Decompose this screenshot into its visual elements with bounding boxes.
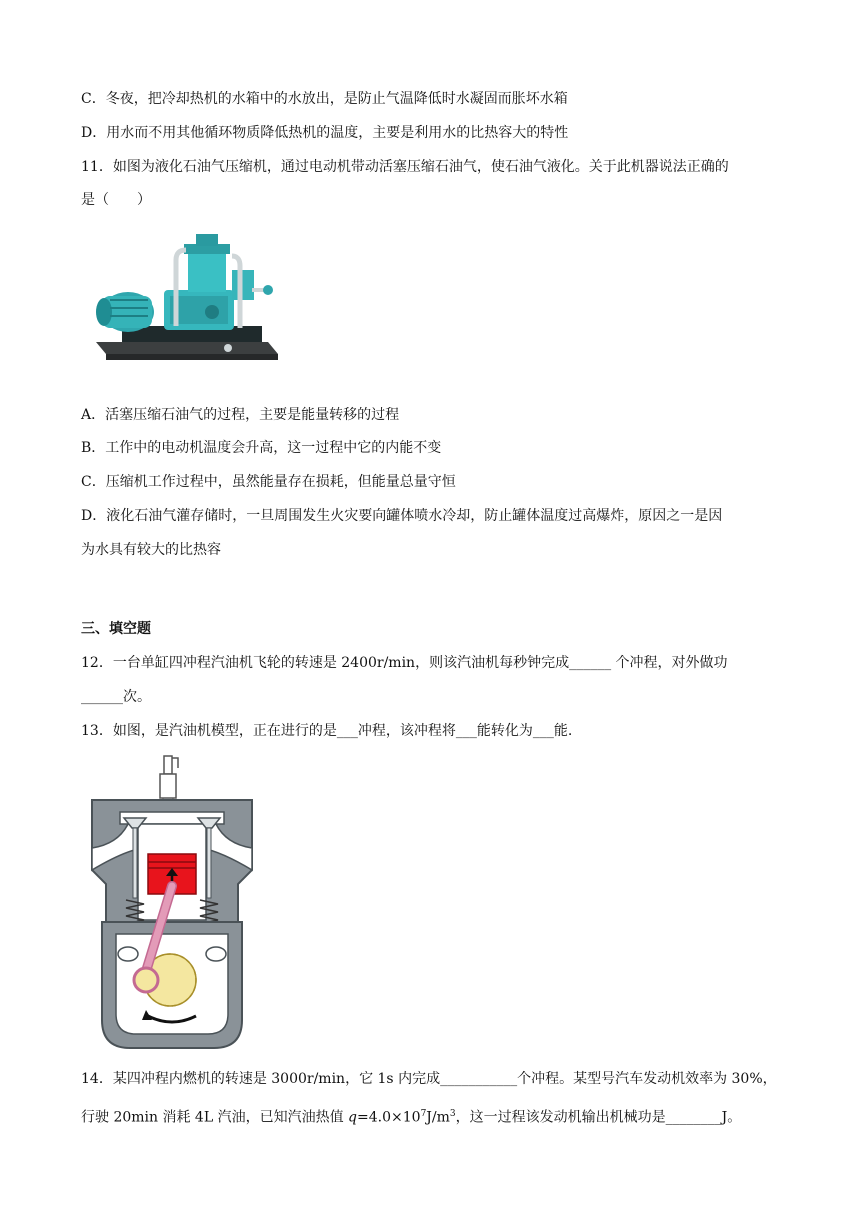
- q14-exp2: 3: [449, 1109, 456, 1119]
- q14-var-q: q: [348, 1109, 358, 1126]
- q14-exp1: 7: [420, 1109, 427, 1119]
- lpg-compressor-illustration: [92, 230, 282, 370]
- q11-option-b: B．工作中的电动机温度会升高，这一过程中它的内能不变: [81, 440, 442, 456]
- q11-option-a: A．活塞压缩石油气的过程，主要是能量转移的过程: [81, 407, 400, 423]
- q10-option-d: D．用水而不用其他循环物质降低热机的温度，主要是利用水的比热容大的特性: [81, 125, 569, 141]
- q11-option-d-line1: D．液化石油气灌存储时，一旦周围发生火灾要向罐体喷水冷却，防止罐体温度过高爆炸，原因之一是因: [81, 508, 723, 524]
- q13-line1: 13．如图，是汽油机模型，正在进行的是___冲程，该冲程将___能转化为___能.: [81, 723, 573, 739]
- q14-line2-c: J/m: [426, 1109, 450, 1126]
- q14-line2-d: ，这一过程该发动机输出机械功是________J。: [455, 1109, 742, 1126]
- q14-line1: 14．某四冲程内燃机的转速是 3000r/min，它 1s 内完成___________个冲程。某型号汽车发动机效率为 30%，: [81, 1071, 777, 1087]
- q14-line2: [81, 1104, 741, 1128]
- q12-line1: 12．一台单缸四冲程汽油机飞轮的转速是 2400r/min，则该汽油机每秒钟完成______ 个冲程，对外做功: [81, 655, 728, 671]
- q14-line2-a: 行驶 20min 消耗 4L 汽油，已知汽油热值: [81, 1109, 349, 1126]
- q12-line2: ______次。: [81, 689, 151, 705]
- gasoline-engine-cylinder-diagram: [88, 752, 258, 1052]
- q11-stem-line2: 是（ ）: [81, 192, 151, 208]
- q11-option-c: C．压缩机工作过程中，虽然能量存在损耗，但能量总量守恒: [81, 474, 456, 490]
- q14-line2-b: =4.0×10: [357, 1109, 421, 1126]
- q11-stem-line1: 11．如图为液化石油气压缩机，通过电动机带动活塞压缩石油气，使石油气液化。关于此机器说法正确的: [81, 159, 729, 175]
- section-title: 三、填空题: [81, 621, 151, 637]
- q10-option-c: C．冬夜，把冷却热机的水箱中的水放出，是防止气温降低时水凝固而胀坏水箱: [81, 91, 568, 107]
- q11-option-d-line2: 为水具有较大的比热容: [81, 542, 221, 558]
